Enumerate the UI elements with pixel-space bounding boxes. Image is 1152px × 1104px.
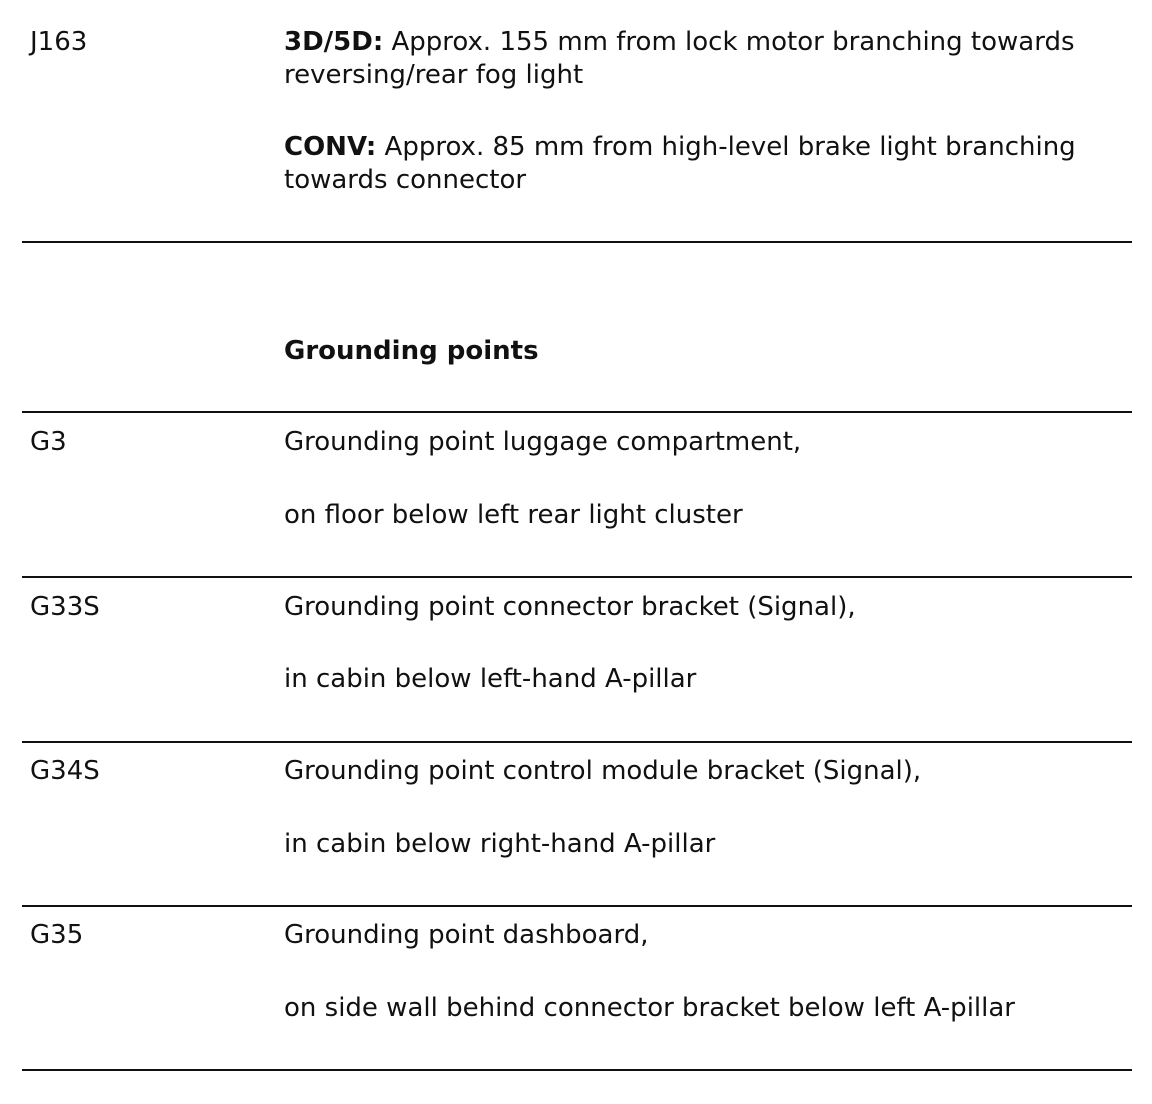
divider	[22, 241, 1132, 243]
row-code-g35: G35	[30, 920, 84, 950]
row-g33s-line1: Grounding point connector bracket (Signal),	[284, 592, 856, 622]
row-g34s-line1: Grounding point control module bracket (Signal),	[284, 756, 922, 786]
row-code-g3: G3	[30, 427, 67, 457]
row-g35-line1: Grounding point dashboard,	[284, 920, 649, 950]
divider	[22, 576, 1132, 578]
row-g3-line1: Grounding point luggage compartment,	[284, 427, 802, 457]
row-code-g33s: G33S	[30, 592, 100, 622]
divider	[22, 411, 1132, 413]
entry-conv-label: CONV:	[284, 132, 377, 162]
row-g33s-line2: in cabin below left-hand A-pillar	[284, 664, 697, 694]
entry-3d5d-label: 3D/5D:	[284, 27, 384, 57]
divider	[22, 905, 1132, 907]
entry-conv	[284, 131, 1124, 196]
row-g3-line2: on floor below left rear light cluster	[284, 500, 743, 530]
row-g35-line2: on side wall behind connector bracket below left A-pillar	[284, 993, 1015, 1023]
entry-3d5d-text: Approx. 155 mm from lock motor branching towards reversing/rear fog light	[284, 27, 1075, 90]
divider	[22, 741, 1132, 743]
entry-3d5d	[284, 26, 1124, 91]
row-code-g34s: G34S	[30, 756, 100, 786]
row-code-j163: J163	[30, 27, 88, 57]
entry-conv-text: Approx. 85 mm from high-level brake light branching towards connector	[284, 132, 1076, 195]
section-title: Grounding points	[284, 336, 539, 366]
divider	[22, 1069, 1132, 1071]
row-g34s-line2: in cabin below right-hand A-pillar	[284, 829, 716, 859]
